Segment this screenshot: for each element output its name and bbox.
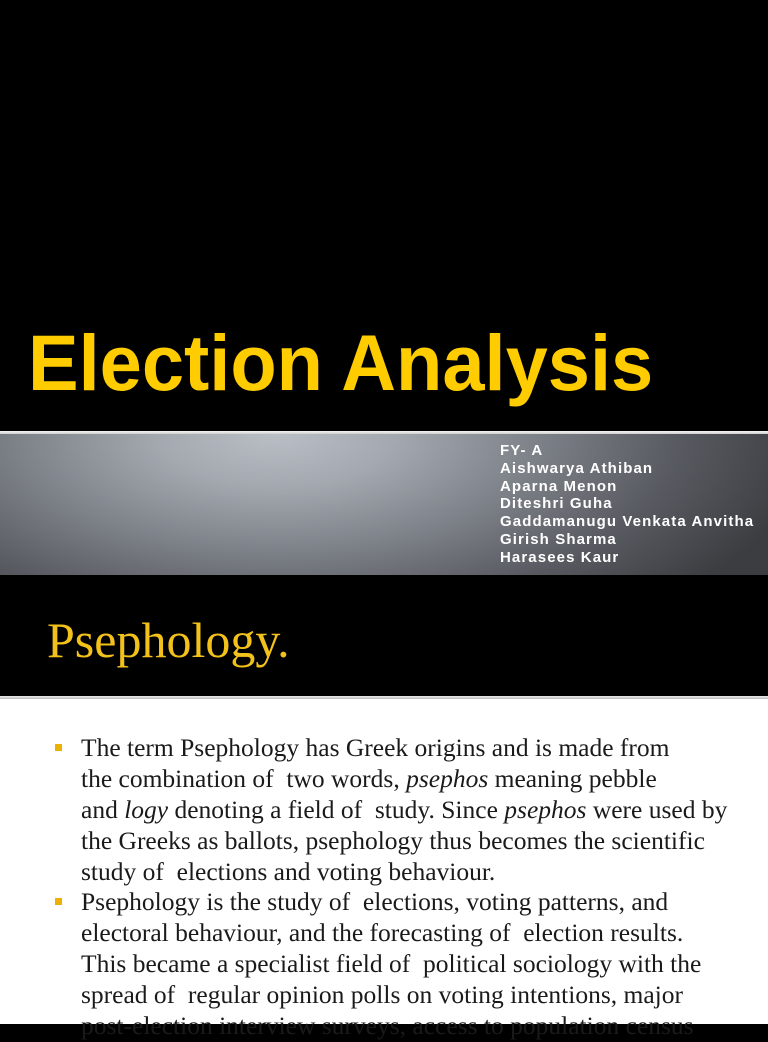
member-name: Diteshri Guha	[500, 495, 613, 513]
bullet-line	[81, 1011, 768, 1041]
member-list	[500, 442, 754, 567]
text-run: study of elections and voting behaviour.	[81, 856, 496, 886]
text-run: This became a specialist field of political sociology with the	[81, 949, 702, 979]
italic-term: psephos	[504, 794, 587, 824]
text-run: Psephology is the study of elections, voting patterns, and	[81, 887, 669, 917]
presentation-title: Election Analysis	[28, 318, 654, 407]
member-name: Gaddamanugu Venkata Anvitha	[500, 513, 755, 531]
bullet-line	[81, 857, 768, 888]
slide-title: Psephology.	[47, 612, 290, 668]
header-divider	[0, 696, 768, 699]
bullet-square-icon	[55, 744, 62, 751]
text-run: meaning pebble	[488, 763, 657, 793]
bullet-line	[81, 795, 768, 826]
text-run: post-election interview surveys, access to population census	[81, 1011, 694, 1041]
text-run: spread of regular opinion polls on voting intentions, major	[81, 980, 683, 1010]
text-run: denoting a field of study. Since	[168, 794, 505, 824]
member-name: Aparna Menon	[500, 477, 618, 495]
italic-term: logy	[124, 794, 169, 824]
member-name: Harasees Kaur	[500, 548, 620, 566]
text-run: the combination of two words,	[81, 763, 407, 793]
member-name: Aishwarya Athiban	[500, 459, 654, 477]
bullet-line	[81, 733, 768, 764]
text-run: and	[81, 794, 125, 824]
bullet-list	[0, 733, 768, 1041]
bullet-item	[0, 887, 768, 1041]
bullet-line	[81, 918, 768, 949]
bullet-item	[0, 733, 768, 887]
bullet-line	[81, 764, 768, 795]
content-slide	[0, 575, 768, 1041]
bullet-line	[81, 980, 768, 1011]
bullet-line	[81, 826, 768, 857]
text-run: the Greeks as ballots, psephology thus becomes the scientific	[81, 825, 705, 855]
text-run: were used by	[586, 794, 728, 824]
text-run: The term Psephology has Greek origins and is made from	[81, 733, 670, 762]
bullet-line	[81, 949, 768, 980]
slide-header	[0, 575, 768, 696]
class-label: FY- A	[500, 442, 544, 459]
member-name: Girish Sharma	[500, 530, 617, 548]
text-run: electoral behaviour, and the forecasting of election results.	[81, 918, 684, 948]
bullet-square-icon	[55, 898, 62, 905]
italic-term: psephos	[406, 763, 489, 793]
bullet-line	[81, 887, 768, 918]
subtitle-band	[0, 434, 768, 575]
